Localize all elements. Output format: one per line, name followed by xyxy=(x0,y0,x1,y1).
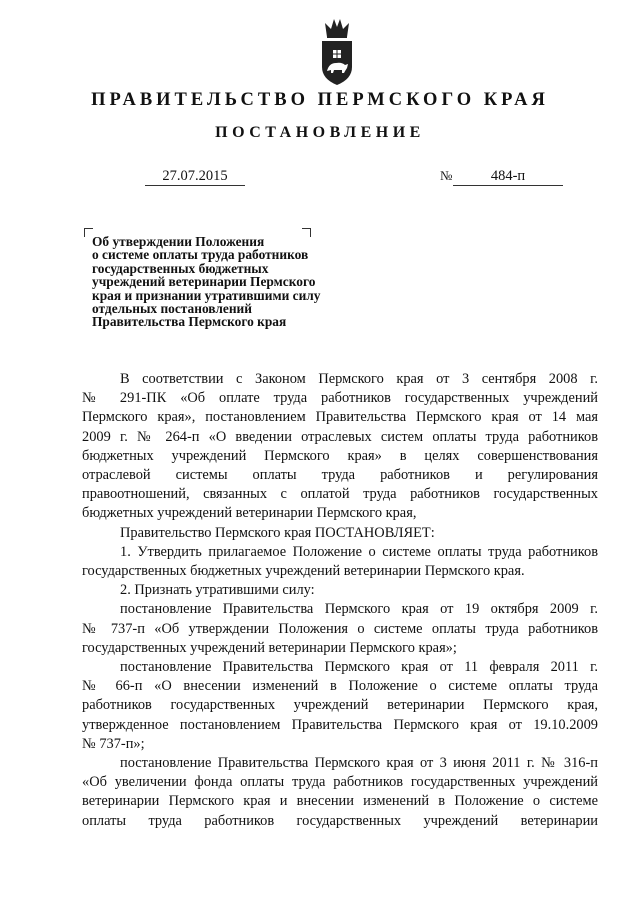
body-line: государственных учреждений ветеринарии Пермского края»; xyxy=(82,639,457,656)
body-line: постановление Правительства Пермского края от 3 июня 2011 г. № 316-п xyxy=(120,755,598,772)
coat-of-arms-icon xyxy=(318,15,356,87)
subject-line: учреждений ветеринарии Пермского xyxy=(92,274,316,290)
body-line: ветеринарии Пермского края и внесении изменений в Положение о системе xyxy=(82,793,598,810)
body-line: работников государственных учреждений ветеринарии Пермского края, xyxy=(82,697,598,714)
body-line: 2009 г. № 264-п «О введении отраслевых систем оплаты труда работников xyxy=(82,428,598,445)
body-line: «Об увеличении фонда оплаты труда работников государственных учреждений xyxy=(82,774,598,791)
subject-line: о системе оплаты труда работников xyxy=(92,247,309,263)
body-line: № 737-п «Об утверждении Положения о системе оплаты труда работников xyxy=(82,620,598,637)
body-line: В соответствии с Законом Пермского края от 3 сентября 2008 г. xyxy=(120,371,598,387)
body-line: государственных бюджетных учреждений ветеринарии Пермского края. xyxy=(82,563,525,580)
body-line: постановление Правительства Пермского края от 11 февраля 2011 г. xyxy=(120,659,598,676)
subject-line: Об утверждении Положения xyxy=(92,234,265,249)
body-line: 2. Признать утратившими силу: xyxy=(120,582,315,599)
body-line: 1. Утвердить прилагаемое Положение о системе оплаты труда работников xyxy=(120,543,598,560)
body-line: отраслевой системы оплаты труда работников и регулирования xyxy=(82,467,598,484)
subject-line: государственных бюджетных xyxy=(92,260,269,276)
body-line: бюджетных учреждений Пермского края» в целях совершенствования xyxy=(82,447,598,464)
subject-line: края и признании утратившими силу xyxy=(92,287,321,303)
body-line: оплаты труда работников государственных учреждений ветеринарии xyxy=(82,812,598,829)
document-type: ПОСТАНОВЛЕНИЕ xyxy=(215,124,425,141)
body-line: постановление Правительства Пермского края от 19 октября 2009 г. xyxy=(120,601,598,618)
document-body xyxy=(82,370,598,831)
document-date: 27.07.2015 xyxy=(145,167,245,186)
body-line: № 291-ПК «Об оплате труда работников государственных учреждений xyxy=(82,390,598,407)
document-number: 484-п xyxy=(453,167,563,186)
body-line: № 66-п «О внесении изменений в Положение о системе оплаты труда xyxy=(82,678,598,695)
body-line: бюджетных учреждений ветеринарии Пермского края, xyxy=(82,505,417,522)
body-line: правоотношений, связанных с оплатой труда работников государственных xyxy=(82,486,598,503)
subject-line: Правительства Пермского края xyxy=(92,314,287,330)
government-title: ПРАВИТЕЛЬСТВО ПЕРМСКОГО КРАЯ xyxy=(91,90,549,110)
body-line: Правительство Пермского края ПОСТАНОВЛЯЕТ: xyxy=(120,524,435,541)
body-line: № 737-п»; xyxy=(82,735,145,752)
number-sign: № xyxy=(440,168,453,183)
subject-line: отдельных постановлений xyxy=(92,301,252,317)
document-subject xyxy=(92,235,362,329)
body-line: утвержденное постановлением Правительства Пермского края от 19.10.2009 xyxy=(82,716,598,733)
body-line: Пермского края», постановлением Правительства Пермского края от 14 мая xyxy=(82,409,598,426)
